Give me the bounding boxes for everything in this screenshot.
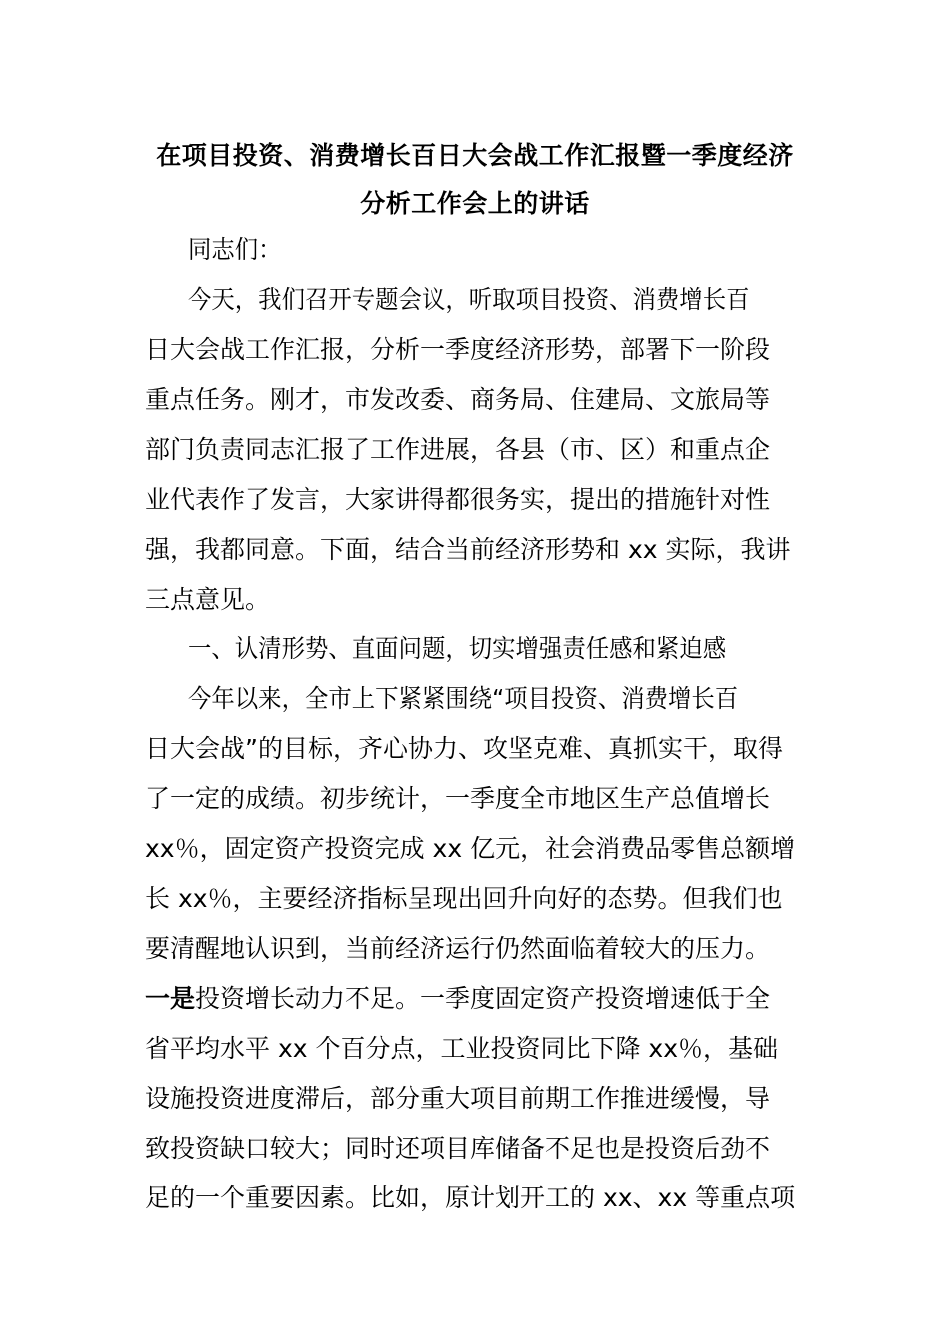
paragraph-2-line: xx％，固定资产投资完成 xx 亿元，社会消费品零售总额增 bbox=[145, 834, 796, 863]
document-title-line-1: 在项目投资、消费增长百日大会战工作汇报暨一季度经济 bbox=[156, 141, 794, 170]
paragraph-1-line: 日大会战工作汇报，分析一季度经济形势，部署下一阶段 bbox=[145, 335, 771, 364]
paragraph-3-line: 省平均水平 xx 个百分点，工业投资同比下降 xx％，基础 bbox=[145, 1034, 779, 1063]
paragraph-3-line bbox=[145, 982, 815, 1016]
document-title-line-2: 分析工作会上的讲话 bbox=[360, 189, 590, 218]
paragraph-1-line: 今天，我们召开专题会议，听取项目投资、消费增长百 bbox=[188, 285, 750, 314]
section-heading-1: 一、认清形势、直面问题，切实增强责任感和紧迫感 bbox=[188, 634, 727, 663]
paragraph-2-line: 了一定的成绩。初步统计，一季度全市地区生产总值增长 bbox=[145, 784, 771, 813]
paragraph-2-line: 日大会战”的目标，齐心协力、攻坚克难、真抓实干，取得 bbox=[145, 734, 783, 763]
paragraph-3-text: 投资增长动力不足。一季度固定资产投资增速低于全 bbox=[195, 984, 771, 1013]
greeting: 同志们： bbox=[188, 235, 282, 264]
paragraph-1-line: 强，我都同意。下面，结合当前经济形势和 xx 实际，我讲 bbox=[145, 535, 791, 564]
paragraph-1-line: 部门负责同志汇报了工作进展，各县（市、区）和重点企 bbox=[145, 435, 771, 464]
paragraph-1-line: 重点任务。刚才，市发改委、商务局、住建局、文旅局等 bbox=[145, 385, 771, 414]
paragraph-1-line: 三点意见。 bbox=[145, 585, 271, 614]
paragraph-3-line: 足的一个重要因素。比如，原计划开工的 xx、xx 等重点项 bbox=[145, 1183, 796, 1212]
paragraph-1-line: 业代表作了发言，大家讲得都很务实，提出的措施针对性 bbox=[145, 485, 771, 514]
paragraph-2-line: 长 xx％，主要经济指标呈现出回升向好的态势。但我们也 bbox=[145, 884, 783, 913]
paragraph-3-line: 设施投资进度滞后，部分重大项目前期工作推进缓慢，导 bbox=[145, 1084, 771, 1113]
paragraph-2-line: 今年以来，全市上下紧紧围绕“项目投资、消费增长百 bbox=[188, 684, 739, 713]
paragraph-2-line: 要清醒地认识到，当前经济运行仍然面临着较大的压力。 bbox=[145, 934, 771, 963]
point-lead: 一是 bbox=[145, 984, 196, 1013]
paragraph-3-line: 致投资缺口较大；同时还项目库储备不足也是投资后劲不 bbox=[145, 1134, 771, 1163]
